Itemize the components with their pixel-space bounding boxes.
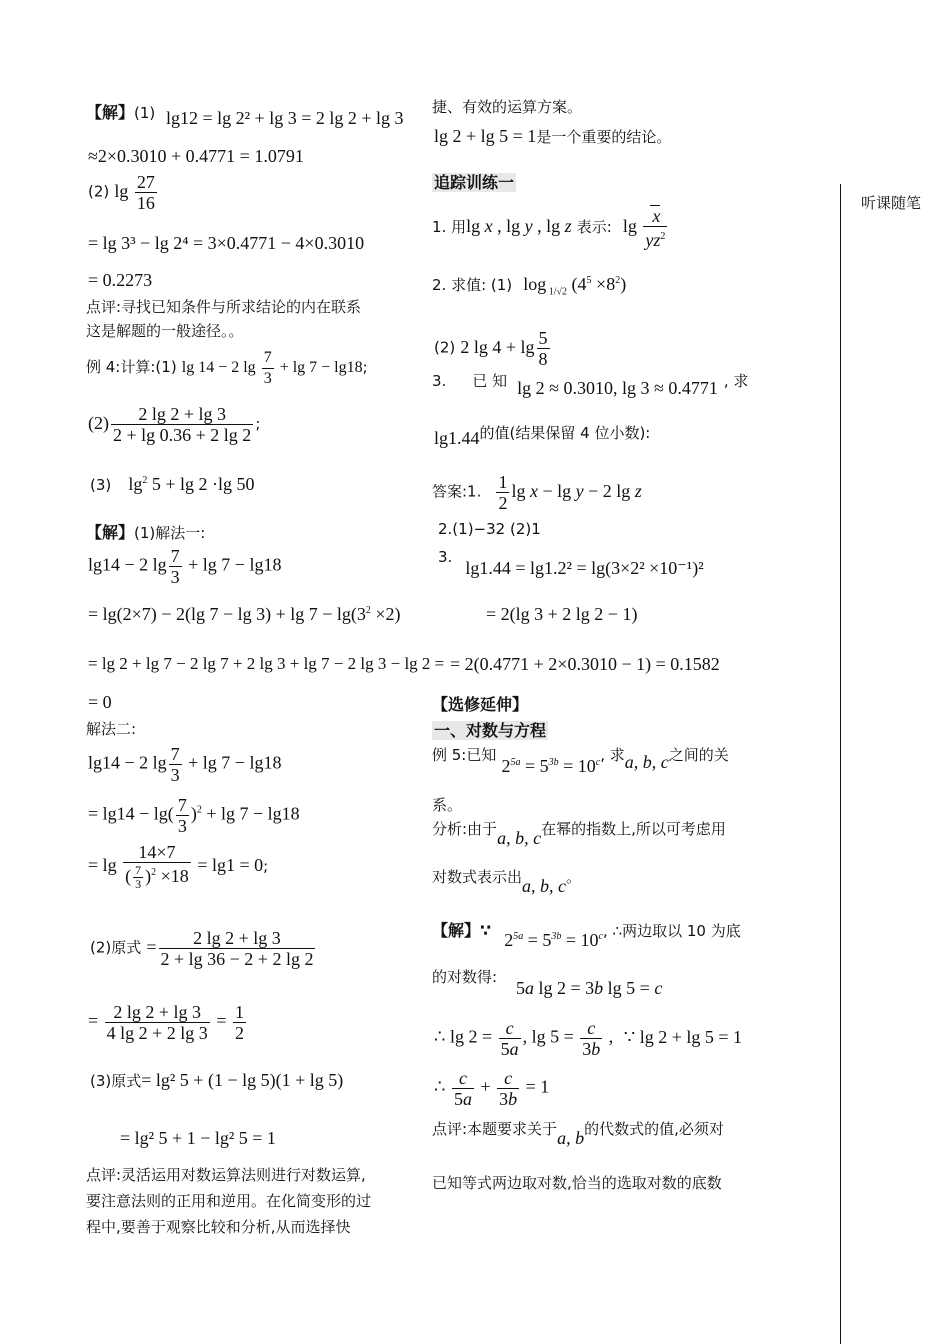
- step-1a: lg14 − 2 lg $\frac{7}{3}$ + lg 7 − lg18: [88, 546, 282, 587]
- section-title-text: 追踪训练一: [434, 173, 515, 192]
- step-2c: = lg 14×7 ( $\frac{7}{3}$ )$^2$ ×18 = lg1 = 0;: [88, 842, 269, 892]
- comment-2-line1: 点评:灵活运用对数运算法则进行对数运算,: [86, 1166, 366, 1184]
- comment-3-line2: 已知等式两边取对数,恰当的选取对数的底数: [432, 1174, 722, 1192]
- exercise-text: 3.: [432, 372, 447, 390]
- solution-3-line2: [432, 966, 497, 987]
- exercise-1: 1. 用lg x , lg y , lg z 表示: lg $\frac{x}{yz^2}$: [432, 206, 666, 250]
- equation-2: ≈2×0.3010 + 0.4771 = 1.0791: [88, 146, 304, 166]
- variables: a, b, c: [624, 752, 669, 772]
- solution-label: 【解】∵: [432, 921, 492, 940]
- part-number: (2): [88, 182, 110, 201]
- analysis-text: 在幂的指数上,所以可考虑用: [541, 820, 726, 838]
- answer-3-step2: = 2(lg 3 + 2 lg 2 − 1): [486, 604, 638, 624]
- solution-text: , ∴两边取以 10 为底: [603, 922, 741, 940]
- elective-title: 【选修延伸】: [432, 695, 529, 714]
- equation: = 1: [525, 1076, 550, 1097]
- exercise-text: 已 知: [472, 372, 508, 390]
- method-2-label: 解法二:: [86, 720, 137, 738]
- equation: = lg² 5 + (1 − lg 5)(1 + lg 5): [141, 1070, 344, 1090]
- part-2-solution: (2)原式 = $\frac{2 \lg 2 + \lg 3}{2 + \lg 36 - 2 + 2 \lg 2}$: [90, 928, 314, 969]
- solution-label: 【解】: [86, 103, 135, 122]
- example-4-problem-2: (2) $\frac{2 \lg 2 + \lg 3}{2 + \lg 0.36 + 2 \lg 2}$ ;: [88, 404, 261, 445]
- analysis-line2: [432, 866, 582, 896]
- equation: lg 2 + lg 5 = 1: [434, 126, 537, 146]
- comment-2-line2: 要注意法则的正用和逆用。在化简变形的过: [86, 1192, 372, 1210]
- analysis: [432, 818, 726, 848]
- equation: lg1.44: [434, 428, 480, 448]
- variables: a, b, c: [497, 828, 542, 848]
- section-1-title: [432, 718, 548, 741]
- example-text: 例 5:已知: [432, 746, 497, 764]
- part-3-solution: [90, 1070, 343, 1091]
- equation: lg1.44 = lg1.2² = lg(3×2² ×10⁻¹)²: [465, 558, 704, 578]
- comment-1-line1: 点评:寻找已知条件与所求结论的内在联系: [86, 298, 362, 316]
- equation-3c: = 0.2273: [88, 270, 153, 290]
- original-expression-label: (3)原式: [90, 1072, 142, 1090]
- continuation-line1: 捷、有效的运算方案。: [432, 98, 583, 116]
- comment-text: 点评:本题要求关于: [432, 1120, 558, 1138]
- part-2-simplified: = $\frac{2 \lg 2 + \lg 3}{4 \lg 2 + 2 \lg 3}$ = $\frac{1}{2}$: [88, 1002, 244, 1043]
- part-number: (3): [90, 476, 112, 494]
- equation: ∵ lg 2 + lg 5 = 1: [623, 1026, 743, 1047]
- step-2b: = lg14 − lg( $\frac{7}{3}$ )$^2$ + lg 7 − lg18: [88, 795, 300, 836]
- exercise-text: 表示:: [576, 218, 612, 237]
- part-3-simplified: = lg² 5 + 1 − lg² 5 = 1: [120, 1128, 276, 1148]
- exercise-2-part-2: (2) 2 lg 4 + lg $\frac{5}{8}$: [434, 328, 548, 369]
- exercise-text: , 求: [723, 372, 749, 390]
- exercise-text: 1. 用: [432, 218, 467, 237]
- analysis-text: 对数式表示出: [432, 868, 523, 886]
- answer-label: 答案:1.: [432, 482, 482, 501]
- example-4-problem-1: 例 4:计算:(1) lg 14 − 2 lg $\frac{7}{3}$ + lg 7 − lg18;: [86, 349, 368, 387]
- note-text: 是一个重要的结论。: [536, 128, 672, 146]
- part-number: (1): [134, 104, 156, 122]
- solution-2-line: [86, 520, 205, 543]
- equation-3a: (2) lg $\frac{27}{16}$: [88, 172, 155, 213]
- method-label: (1)解法一:: [134, 524, 206, 542]
- answer-1: 答案:1. $\frac{1}{2}$ lg x − lg y − 2 lg z: [432, 472, 642, 513]
- part-number: (2): [434, 338, 456, 357]
- exercise-3: [432, 370, 749, 398]
- step-1b: = lg(2×7) − 2(lg $7 - \lg 3) + \lg 7 - \lg(3^2 \times 2)$: [88, 604, 401, 624]
- solution-3-equation: 5a lg 2 = 3b lg 5 = c: [516, 978, 663, 998]
- step-1d: = 0: [88, 692, 112, 712]
- comment-text: 的代数式的值,必须对: [584, 1120, 724, 1138]
- variables: a, b: [557, 1128, 585, 1148]
- step-2a: lg14 − 2 lg $\frac{7}{3}$ + lg 7 − lg18: [88, 744, 282, 785]
- example-5-line2: 系。: [432, 796, 463, 814]
- lecture-notes-label: 听课随笔: [861, 194, 922, 212]
- exercise-3-line2: [434, 422, 651, 448]
- equation-3b: = lg 3³ − lg 2⁴ = 3×0.4771 − 4×0.3010: [88, 233, 365, 253]
- solution-3: 【解】∵ $2^{5a} = 5^{3b} = 10^c$, ∴两边取以 10 为底: [432, 921, 741, 950]
- answer-label: 3.: [438, 548, 453, 566]
- comment-1-line2: 这是解题的一般途径。。: [86, 322, 244, 340]
- solution-text: 的对数得:: [432, 968, 498, 986]
- exercise-2: 2. 求值: (1) log $_{1/√2}$ $(4^5 \times 8^2)$: [432, 274, 627, 298]
- equation: lg 2 ≈ 0.3010, lg 3 ≈ 0.4771: [517, 378, 718, 398]
- margin-divider: [840, 184, 841, 1344]
- exercise-text: 的值(结果保留 4 位小数):: [479, 424, 651, 442]
- example-text: 之间的关: [668, 746, 729, 764]
- section-title-text: 一、对数与方程: [434, 721, 547, 740]
- original-expression-label: (2)原式: [90, 938, 142, 957]
- answer-3: [438, 546, 704, 578]
- therefore-1: ∴ lg 2 = $\frac{c}{5a}$ , lg 5 = $\frac{c}{3b}$ , ∵ lg 2 + lg 5 = 1: [434, 1018, 743, 1059]
- answer-3-step3: = 2(0.4771 + 2×0.3010 − 1) = 0.1582: [450, 654, 720, 674]
- example-5: 例 5:已知 $2^{5a} = 5^{3b} = 10^c$, 求a, b, c之间的关: [432, 746, 729, 776]
- comment-2-line3: 程中,要善于观察比较和分析,从而选择快: [86, 1218, 351, 1236]
- answer-2: 2.(1)−32 (2)1: [438, 520, 541, 538]
- example-label: 例 4:计算:(1): [86, 358, 177, 377]
- analysis-text: 分析:由于: [432, 820, 498, 838]
- analysis-text: 。: [566, 868, 582, 886]
- solution-1-line: [86, 100, 155, 123]
- equation-1: lg12 = lg 2² + lg 3 = 2 lg 2 + lg 3: [166, 108, 404, 128]
- comment-3-line1: [432, 1118, 724, 1148]
- exercise-text: 2. 求值: (1): [432, 276, 513, 294]
- variables: a, b, c: [522, 876, 567, 896]
- example-text: , 求: [600, 746, 625, 764]
- continuation-line2: [434, 126, 671, 147]
- solution-label: 【解】: [86, 523, 135, 542]
- tracking-exercise-title: [432, 170, 516, 193]
- therefore-2: ∴ $\frac{c}{5a}$ + $\frac{c}{3b}$ = 1: [434, 1068, 550, 1109]
- example-4-problem-3: (3) $\lg^2 5 + \lg 2 \cdot\lg$ 50: [90, 474, 255, 494]
- step-1c: = lg 2 + lg 7 − 2 lg 7 + 2 lg 3 + lg 7 − 2 lg 3 − lg 2 =: [88, 654, 445, 673]
